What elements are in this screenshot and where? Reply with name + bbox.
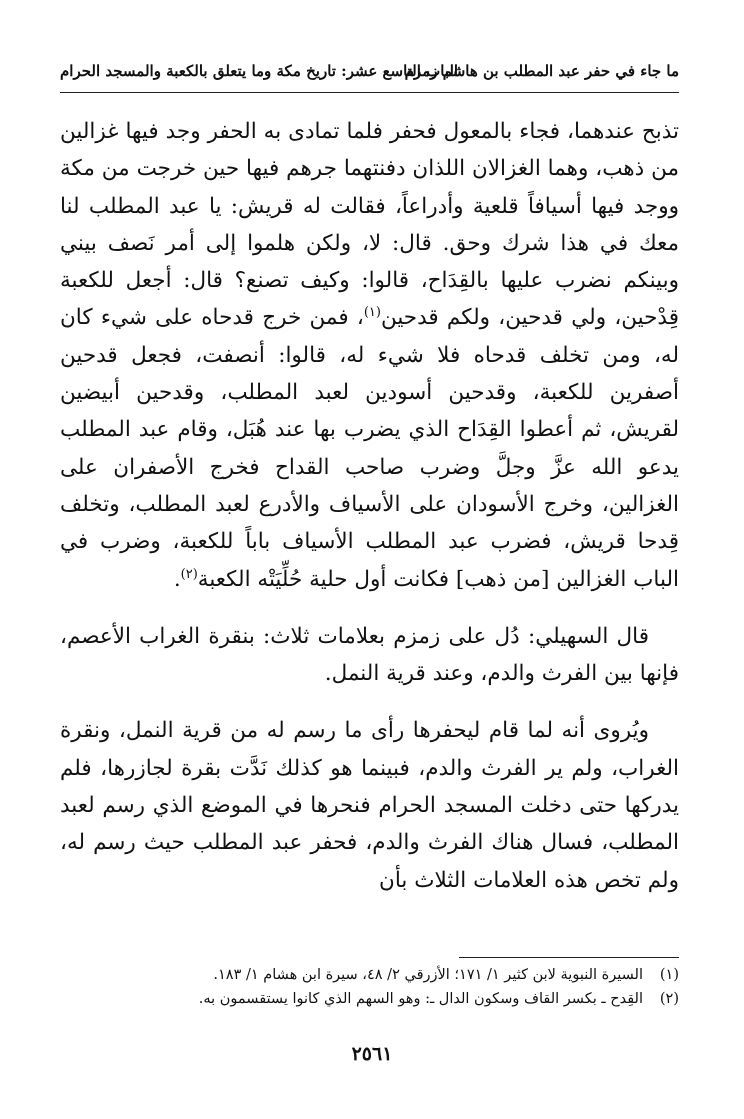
footnote-ref-1[interactable]: (١) bbox=[363, 305, 381, 321]
page-number: ٢٥٦١ bbox=[351, 1043, 393, 1065]
footnote-ref-2[interactable]: (٢) bbox=[180, 566, 198, 582]
main-text bbox=[60, 113, 679, 899]
footnote-1 bbox=[60, 963, 679, 987]
footnote-number: (٢) bbox=[659, 991, 679, 1007]
footnotes bbox=[60, 963, 679, 1011]
running-header bbox=[60, 58, 679, 84]
header-chapter-title: ما جاء في حفر عبد المطلب بن هاشم زمزم bbox=[404, 62, 679, 80]
footnote-divider bbox=[459, 957, 679, 958]
header-divider bbox=[60, 92, 679, 93]
paragraph-gap bbox=[60, 692, 679, 712]
footnote-number: (١) bbox=[659, 967, 679, 983]
header-section-title: الباب التاسع عشر: تاريخ مكة وما يتعلق بالكعبة والمسجد الحرام bbox=[60, 62, 459, 80]
paragraph-3: ويُروى أنه لما قام ليحفرها رأى ما رسم له من قرية النمل، ونقرة الغراب، ولم ير الفرث والدم، فبينما هو كذلك نَدَّت بقرة لجازرها، فلم يدركها حتى دخلت المسجد الحرام فنحرها في الموضع الذي رسم لعبد المطلب، فسال هناك الفرث والدم، فحفر عبد المطلب حيث رسم له، ولم تخص هذه العلامات الثلاث بأن bbox=[60, 718, 679, 893]
paragraph-1: تذبح عندهما، فجاء بالمعول فحفر فلما تمادى به الحفر وجد فيها غزالين من ذهب، وهما الغزالان اللذان دفنتهما جرهم فيها حين خرجت من مكة ووجد فيها أسيافاً قلعية وأدراعاً، فقالت له قريش: يا عبد المطلب لنا معك في هذا شرك وحق. قال: لا، ولكن هلموا إلى أمر نَصف بيني وبينكم نضرب عليها بالقِدَاح، قالوا: وكيف تصنع؟ قال: أجعل للكعبة قِدْحين، ولي قدحين، ولكم قدحين$^{(١)}$، فمن خرج قدحاه على شيء كان له، ومن تخلف قدحاه فلا شيء له، قالوا: أنصفت، فجعل قدحين أصفرين للكعبة، وقدحين أسودين لعبد المطلب، وقدحين أبيضين لقريش، ثم أعطوا القِدَاح الذي يضرب بها عند هُبَل، وقام عبد المطلب يدعو الله عزَّ وجلَّ وضرب صاحب القداح فخرج الأصفران على الغزالين، وخرج الأسودان على الأسياف والأدرع لعبد المطلب، وتخلف قِدحا قريش، فضرب عبد المطلب الأسياف باباً للكعبة، وضرب في الباب الغزالين [من ذهب] فكانت أول حلية حُلِّيَتْه الكعبة$^{(٢)}$. bbox=[60, 119, 679, 592]
footnote-text: القِدح ـ بكسر القاف وسكون الدال ـ: وهو السهم الذي كانوا يستقسمون به. bbox=[198, 991, 643, 1007]
footnote-text: السيرة النبوية لابن كثير ١/ ١٧١؛ الأزرقي ٢/ ٤٨، سيرة ابن هشام ١/ ١٨٣. bbox=[213, 967, 643, 983]
paragraph-gap bbox=[60, 598, 679, 618]
paragraph-2: قال السهيلي: دُل على زمزم بعلامات ثلاث: بنقرة الغراب الأعصم، فإنها بين الفرث والدم، وعند قرية النمل. bbox=[60, 623, 679, 687]
footnote-2 bbox=[60, 987, 679, 1011]
